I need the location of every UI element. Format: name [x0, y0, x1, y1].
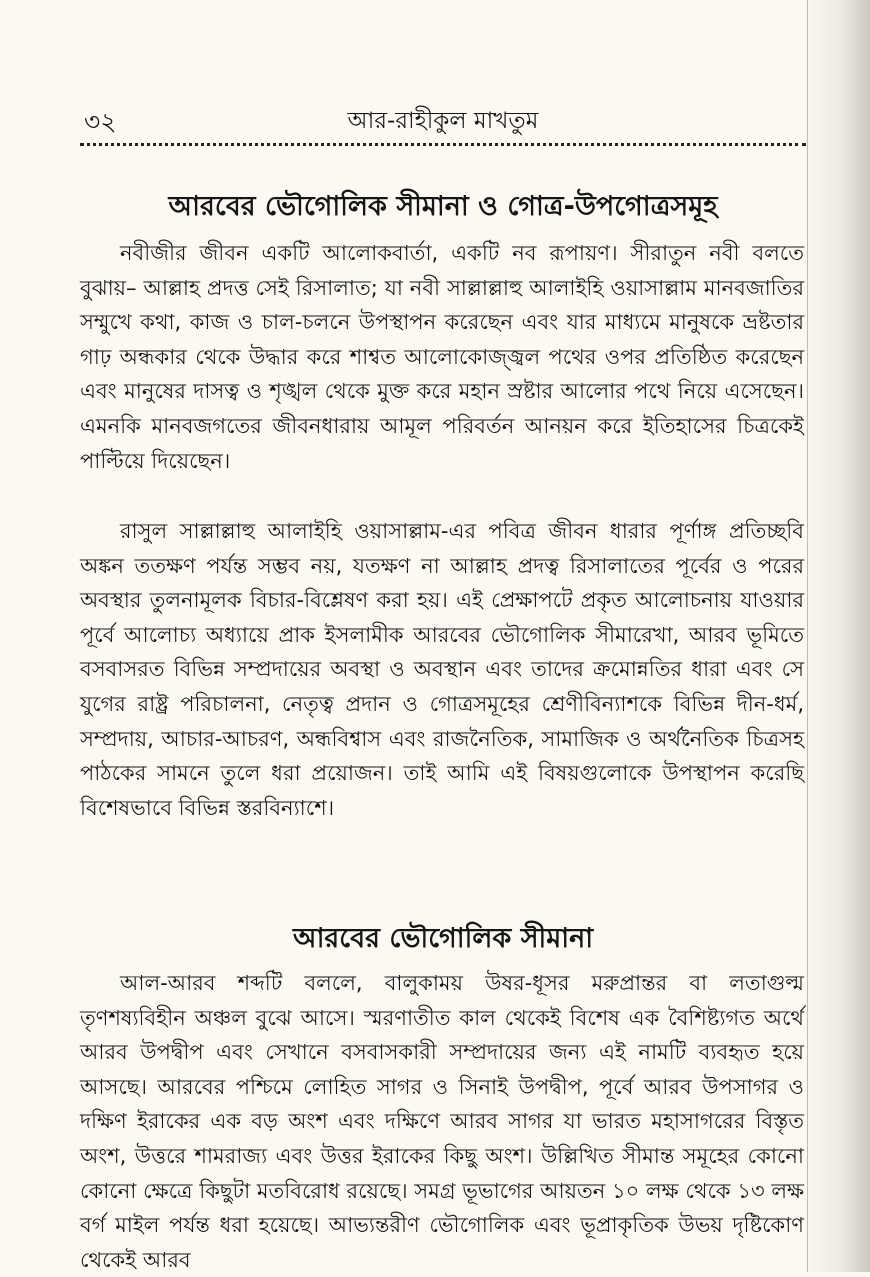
running-title: আর-রাহীকুল মাখতুম [347, 108, 539, 134]
page-number: ৩২ [84, 107, 117, 136]
paragraph-intro: নবীজীর জীবন একটি আলোকবার্তা, একটি নব রূপায়ণ। সীরাতুন নবী বলতে বুঝায়– আল্লাহ প্রদত্ত সেই রিসালাত; যা নবী সাল্লাল্লাহু আলাইহি ওয়াসাল্লাম মানবজাতির সম্মুখে কথা, কাজ ও চাল-চলনে উপস্থাপন করেছেন এবং যার মাধ্যমে মানুষকে ভ্রষ্টতার গাঢ় অন্ধকার থেকে উদ্ধার করে শাশ্বত আলোকোজ্জ্বল পথের ওপর প্রতিষ্ঠিত করেছেন এবং মানুষের দাসত্ব ও শৃঙ্খল থেকে মুক্ত করে মহান স্রষ্টার আলোর পথে নিয়ে এসেছেন। এমনকি মানবজগতের জীবনধারায় আমূল পরিবর্তন আনয়ন করে ইতিহাসের চিত্রকেই পাল্টিয়ে দিয়েছেন। [80, 241, 804, 473]
page-gutter-line [807, 0, 808, 1272]
section-heading-geography: আরবের ভৌগোলিক সীমানা [292, 923, 594, 954]
paragraph-background: রাসুল সাল্লাল্লাহু আলাইহি ওয়াসাল্লাম-এর পবিত্র জীবন ধারার পূর্ণাঙ্গ প্রতিচ্ছবি অঙ্কন ততক্ষণ পর্যন্ত সম্ভব নয়, যতক্ষণ না আল্লাহ প্রদত্ব রিসালাতের পূর্বের ও পরের অবস্থার তুলনামূলক বিচার-বিশ্লেষণ করা হয়। এই প্রেক্ষাপটে প্রকৃত আলোচনায় যাওয়ার পূর্বে আলোচ্য অধ্যায়ে প্রাক ইসলামীক আরবের ভৌগোলিক সীমারেখা, আরব ভূমিতে বসবাসরত বিভিন্ন সম্প্রদায়ের অবস্থা ও অবস্থান এবং তাদের ক্রমোন্নতির ধারা এবং সে যুগের রাষ্ট্র পরিচালনা, নেতৃত্ব প্রদান ও গোত্রসমূহের শ্রেণীবিন্যাশকে বিভিন্ন দীন-ধর্ম, সম্প্রদায়, আচার-আচরণ, অন্ধবিশ্বাস এবং রাজনৈতিক, সামাজিক ও অর্থনৈতিক চিত্রসহ পাঠকের সামনে তুলে ধরা প্রয়োজন। তাই আমি এই বিষয়গুলোকে উপস্থাপন করেছি বিশেষভাবে বিভিন্ন স্তরবিন্যাশে। [80, 519, 804, 820]
page-header [80, 96, 806, 136]
paragraph-arab-boundaries: আল-আরব শব্দটি বললে, বালুকাময় উষর-ধূসর মরুপ্রান্তর বা লতাগুল্ম তৃণশষ্যবিহীন অঞ্চল বুঝে আসে। স্মরণাতীত কাল থেকেই বিশেষ এক বৈশিষ্ট্যগত অর্থে আরব উপদ্বীপ এবং সেখানে বসবাসকারী সম্প্রদায়ের জন্য এই নামটি ব্যবহৃত হয়ে আসছে। আরবের পশ্চিমে লোহিত সাগর ও সিনাই উপদ্বীপ, পূর্বে আরব উপসাগর ও দক্ষিণ ইরাকের এক বড় অংশ এবং দক্ষিণে আরব সাগর যা ভারত মহাসাগরের বিস্তৃত অংশ, উত্তরে শামরাজ্য এবং উত্তর ইরাকের কিছু অংশ। উল্লিখিত সীমান্ত সমূহের কোনো কোনো ক্ষেত্রে কিছুটা মতবিরোধ রয়েছে। সমগ্র ভূভাগের আয়তন ১০ লক্ষ থেকে ১৩ লক্ষ বর্গ মাইল পর্যন্ত ধরা হয়েছে। আভ্যন্তরীণ ভৌগোলিক এবং ভূপ্রাকৃতিক উভয় দৃষ্টিকোণ থেকেই আরব [80, 971, 804, 1272]
section-heading-geography-tribes: আরবের ভৌগোলিক সীমানা ও গোত্র-উপগোত্রসমূহ [168, 191, 718, 222]
page-edge-shadow [804, 0, 870, 1272]
header-divider [80, 143, 806, 146]
